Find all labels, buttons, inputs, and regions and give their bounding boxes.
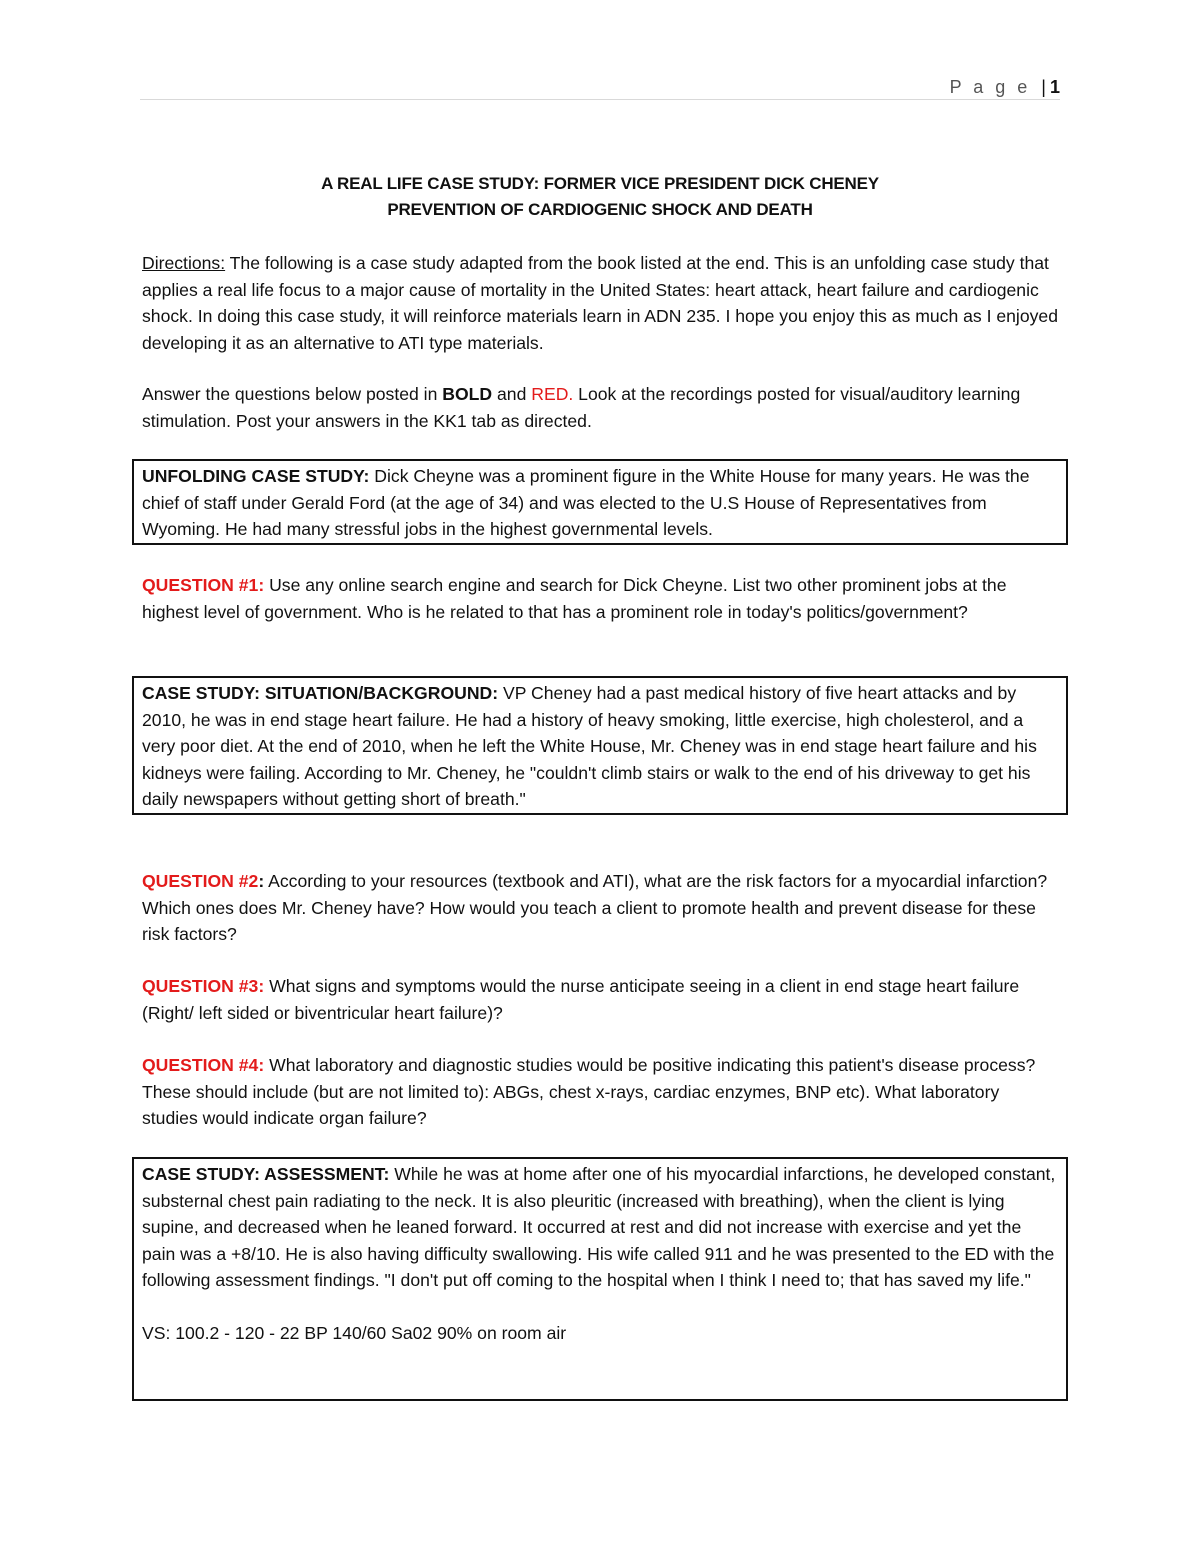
assessment-text: While he was at home after one of his myocardial infarctions, he developed constant, substernal chest pain radiating to the neck. It is also pleuritic (increased with breathing), when the client is lying supine, and decreased when he leaned forward. It occurred at rest and did not increase with exercise and yet the pain was a +8/10. He is also having difficulty swallowing. His wife called 911 and he was presented to the ED with the following assessment findings. "I don't put off coming to the hospital when I think I need to; that has saved my life." <box>142 1164 1056 1290</box>
unfolding-case-study-box <box>132 459 1068 545</box>
situation-background-box <box>132 676 1068 815</box>
question-4-label: QUESTION #4: <box>142 1055 265 1075</box>
question-3-text: What signs and symptoms would the nurse anticipate seeing in a client in end stage heart failure (Right/ left sided or biventricular heart failure)? <box>142 976 1020 1023</box>
question-1-text: Use any online search engine and search for Dick Cheyne. List two other prominent jobs at the highest level of government. Who is he related to that has a prominent role in today's politics/government? <box>142 575 1007 622</box>
question-2-text: According to your resources (textbook and ATI), what are the risk factors for a myocardial infarction? Which ones does Mr. Cheney have? How would you teach a client to promote health and prevent disease for these risk factors? <box>142 871 1048 944</box>
answer-note-part-3: Look at the recordings posted for visual/auditory learning stimulation. Post your answers in the KK1 tab as directed. <box>142 384 1021 431</box>
assessment-box <box>132 1157 1068 1401</box>
answer-note-part-2: and <box>492 384 532 404</box>
question-3 <box>142 973 1058 1026</box>
question-2 <box>142 868 1058 948</box>
directions-label: Directions: <box>142 253 226 273</box>
answer-note-bold-word: BOLD <box>442 384 493 404</box>
question-2-label: QUESTION #2 <box>142 871 259 891</box>
question-2-colon: : <box>258 871 265 891</box>
page-label: P a g e <box>949 77 1031 97</box>
unfolding-text: Dick Cheyne was a prominent figure in the White House for many years. He was the chief of staff under Gerald Ford (at the age of 34) and was elected to the U.S House of Representatives from Wyoming. He had many stressful jobs in the highest governmental levels. <box>142 466 1030 539</box>
vital-signs: VS: 100.2 - 120 - 22 BP 140/60 Sa02 90% on room air <box>142 1322 567 1343</box>
question-4 <box>142 1052 1058 1132</box>
unfolding-label: UNFOLDING CASE STUDY: <box>142 466 370 486</box>
answer-note-red-word: RED. <box>531 384 574 404</box>
answer-note-part-1: Answer the questions below posted in <box>142 384 443 404</box>
page-number-header <box>950 74 1060 101</box>
question-1-label: QUESTION #1: <box>142 575 265 595</box>
header-divider <box>140 99 1060 100</box>
situation-label: CASE STUDY: SITUATION/BACKGROUND: <box>142 683 499 703</box>
situation-text: VP Cheney had a past medical history of five heart attacks and by 2010, he was in end stage heart failure. He had a history of heavy smoking, little exercise, high cholesterol, and a very poor diet. At the end of 2010, when he left the White House, Mr. Cheney was in end stage heart failure and his kidneys were failing. According to Mr. Cheney, he "couldn't climb stairs or walk to the end of his driveway to get his daily newspapers without getting short of breath." <box>142 683 1037 809</box>
document-title-line-1: A REAL LIFE CASE STUDY: FORMER VICE PRESIDENT DICK CHENEY <box>321 174 879 193</box>
question-4-text: What laboratory and diagnostic studies would be positive indicating this patient's disease process? These should include (but are not limited to): ABGs, chest x-rays, cardiac enzymes, BNP etc). What laboratory studies would indicate organ failure? <box>142 1055 1036 1128</box>
document-title-line-2: PREVENTION OF CARDIOGENIC SHOCK AND DEATH <box>387 200 813 219</box>
page-separator: | <box>1041 77 1046 97</box>
directions-text: The following is a case study adapted from the book listed at the end. This is an unfolding case study that applies a real life focus to a major cause of mortality in the United States: heart attack, heart failure and cardiogenic shock. In doing this case study, it will reinforce materials learn in ADN 235. I hope you enjoy this as much as I enjoyed developing it as an alternative to ATI type materials. <box>142 253 1058 353</box>
assessment-paragraph <box>142 1161 1058 1294</box>
page-number: 1 <box>1049 77 1060 97</box>
directions-paragraph <box>142 250 1058 356</box>
assessment-label: CASE STUDY: ASSESSMENT: <box>142 1164 390 1184</box>
question-1 <box>142 572 1058 625</box>
question-3-label: QUESTION #3: <box>142 976 265 996</box>
answer-instructions <box>142 381 1058 434</box>
